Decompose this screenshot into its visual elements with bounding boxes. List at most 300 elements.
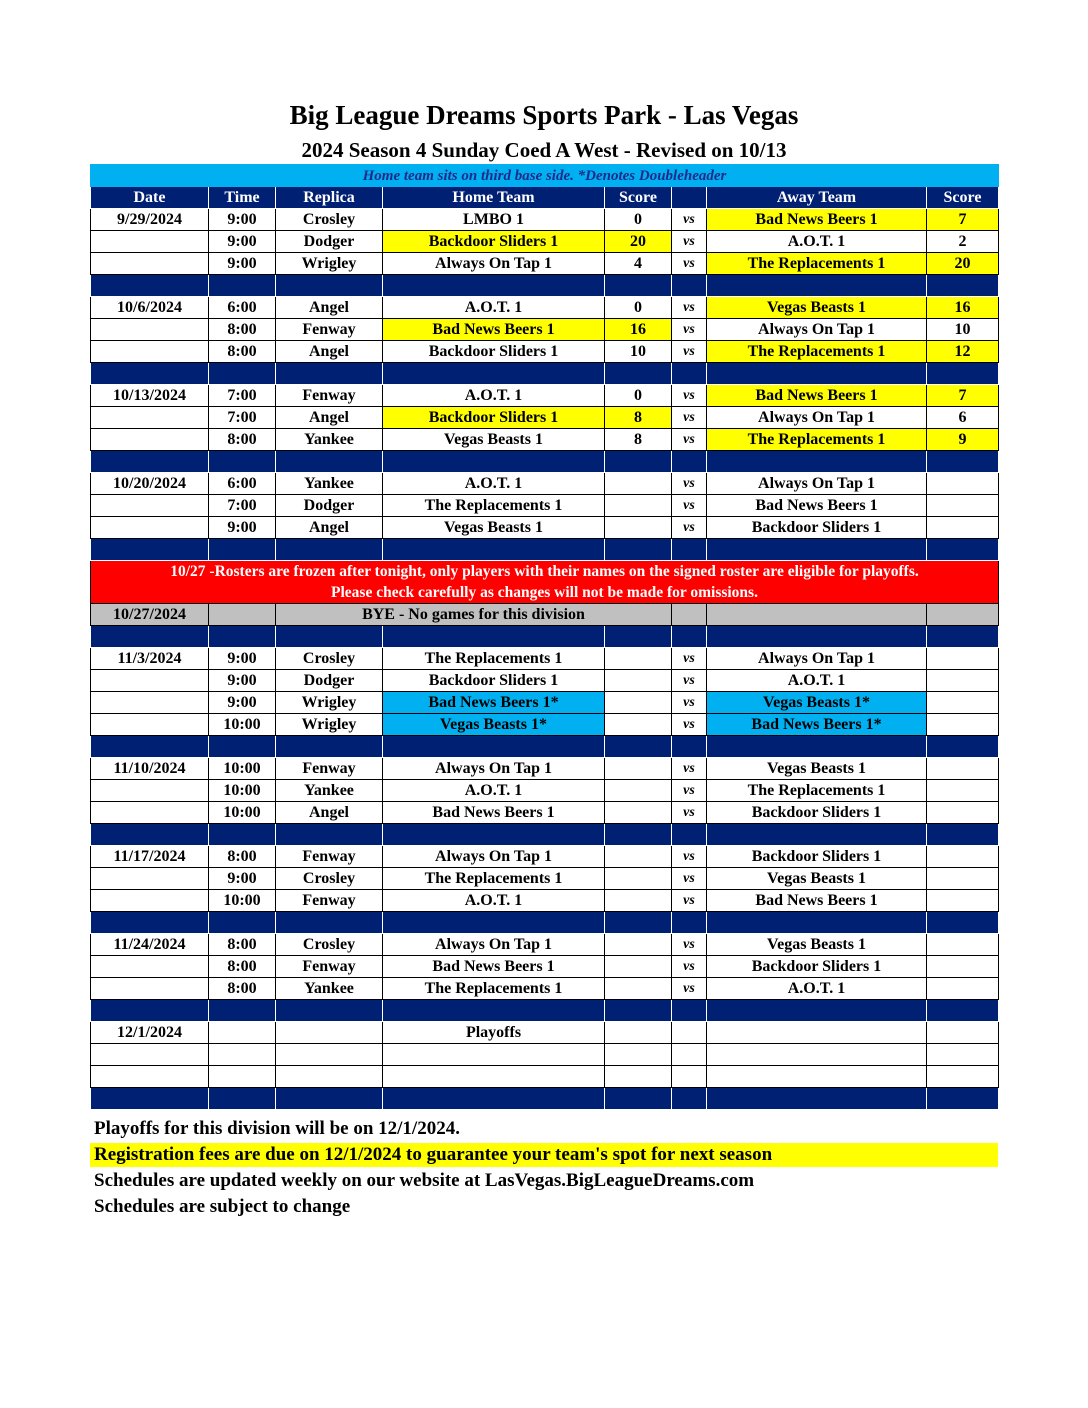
- week-separator-row: [91, 363, 999, 385]
- separator-cell: [672, 736, 707, 758]
- away-team-cell: Backdoor Sliders 1: [707, 517, 927, 539]
- away-team-cell: [707, 1044, 927, 1066]
- vs-cell: vs: [672, 495, 707, 517]
- separator-cell: [91, 539, 209, 561]
- separator-cell: [605, 736, 672, 758]
- week-separator-row: [91, 451, 999, 473]
- time-cell: 7:00: [209, 407, 276, 429]
- game-row: [91, 517, 999, 539]
- home-team-cell: A.O.T. 1: [383, 473, 605, 495]
- separator-cell: [383, 539, 605, 561]
- date-cell: 11/3/2024: [91, 648, 209, 670]
- vs-cell: vs: [672, 956, 707, 978]
- footer-playoffs-note: Playoffs for this division will be on 12/1/2024.: [94, 1118, 460, 1139]
- home-score-cell: 0: [605, 385, 672, 407]
- separator-cell: [209, 824, 276, 846]
- home-score-cell: [605, 978, 672, 1000]
- separator-cell: [91, 275, 209, 297]
- home-score-cell: 8: [605, 407, 672, 429]
- separator-cell: [927, 1000, 999, 1022]
- separator-cell: [707, 626, 927, 648]
- footer-website-note: Schedules are updated weekly on our website at LasVegas.BigLeagueDreams.com: [94, 1170, 755, 1191]
- home-score-cell: [605, 1022, 672, 1044]
- away-score-cell: [927, 846, 999, 868]
- vs-cell: vs: [672, 978, 707, 1000]
- home-team-cell: Always On Tap 1: [383, 253, 605, 275]
- date-cell: [91, 319, 209, 341]
- vs-cell: vs: [672, 517, 707, 539]
- separator-cell: [605, 275, 672, 297]
- date-cell: 11/17/2024: [91, 846, 209, 868]
- time-cell: 9:00: [209, 868, 276, 890]
- vs-cell: vs: [672, 253, 707, 275]
- game-row: [91, 934, 999, 956]
- away-score-cell: [927, 648, 999, 670]
- replica-cell: Angel: [276, 517, 383, 539]
- separator-cell: [91, 736, 209, 758]
- replica-cell: Angel: [276, 297, 383, 319]
- date-cell: [91, 517, 209, 539]
- home-score-cell: [605, 1066, 672, 1088]
- time-cell: 10:00: [209, 802, 276, 824]
- home-team-cell: The Replacements 1: [383, 495, 605, 517]
- separator-cell: [605, 363, 672, 385]
- home-team-cell: The Replacements 1: [383, 868, 605, 890]
- away-score-cell: [927, 604, 999, 626]
- away-score-cell: 6: [927, 407, 999, 429]
- week-separator-row: [91, 1000, 999, 1022]
- away-team-cell: The Replacements 1: [707, 780, 927, 802]
- away-team-cell: Vegas Beasts 1: [707, 934, 927, 956]
- time-cell: 9:00: [209, 692, 276, 714]
- separator-cell: [383, 1088, 605, 1110]
- home-score-cell: [605, 495, 672, 517]
- date-cell: [91, 868, 209, 890]
- replica-cell: Fenway: [276, 956, 383, 978]
- home-team-cell: A.O.T. 1: [383, 890, 605, 912]
- replica-cell: Angel: [276, 802, 383, 824]
- replica-cell: Angel: [276, 407, 383, 429]
- separator-cell: [672, 1088, 707, 1110]
- separator-cell: [672, 539, 707, 561]
- home-score-cell: 10: [605, 341, 672, 363]
- vs-cell: vs: [672, 934, 707, 956]
- replica-cell: [276, 1066, 383, 1088]
- vs-cell: [672, 1066, 707, 1088]
- separator-cell: [672, 824, 707, 846]
- away-team-cell: The Replacements 1: [707, 429, 927, 451]
- away-team-cell: Always On Tap 1: [707, 407, 927, 429]
- separator-cell: [707, 912, 927, 934]
- table-row: [91, 1066, 999, 1088]
- game-row: [91, 341, 999, 363]
- away-team-cell: A.O.T. 1: [707, 231, 927, 253]
- game-row: [91, 648, 999, 670]
- legend-note: Home team sits on third base side. *Denotes Doubleheader: [91, 165, 999, 187]
- date-cell: 9/29/2024: [91, 209, 209, 231]
- away-score-cell: [927, 517, 999, 539]
- separator-cell: [707, 1000, 927, 1022]
- date-cell: 10/20/2024: [91, 473, 209, 495]
- game-row: [91, 758, 999, 780]
- separator-cell: [383, 736, 605, 758]
- home-score-cell: [605, 956, 672, 978]
- separator-cell: [276, 824, 383, 846]
- away-score-cell: [927, 868, 999, 890]
- date-cell: 11/24/2024: [91, 934, 209, 956]
- home-team-cell: Always On Tap 1: [383, 934, 605, 956]
- separator-cell: [276, 1088, 383, 1110]
- time-header: Time: [209, 187, 276, 209]
- separator-cell: [383, 824, 605, 846]
- date-cell: [91, 429, 209, 451]
- separator-cell: [707, 363, 927, 385]
- separator-cell: [672, 1000, 707, 1022]
- away-score-cell: [927, 670, 999, 692]
- date-cell: [91, 341, 209, 363]
- separator-cell: [672, 363, 707, 385]
- replica-cell: [276, 1022, 383, 1044]
- time-cell: 8:00: [209, 978, 276, 1000]
- game-row: [91, 385, 999, 407]
- separator-cell: [209, 363, 276, 385]
- separator-cell: [209, 539, 276, 561]
- home-score-cell: [605, 780, 672, 802]
- time-cell: 10:00: [209, 890, 276, 912]
- separator-cell: [672, 626, 707, 648]
- home-score-cell: 20: [605, 231, 672, 253]
- home-score-header: Score: [605, 187, 672, 209]
- game-row: [91, 890, 999, 912]
- date-header: Date: [91, 187, 209, 209]
- time-cell: 9:00: [209, 648, 276, 670]
- game-row: [91, 473, 999, 495]
- away-score-cell: [927, 758, 999, 780]
- game-row: [91, 209, 999, 231]
- separator-cell: [707, 539, 927, 561]
- vs-cell: vs: [672, 341, 707, 363]
- home-team-cell: Backdoor Sliders 1: [383, 407, 605, 429]
- game-row: [91, 802, 999, 824]
- home-team-cell: Backdoor Sliders 1: [383, 670, 605, 692]
- replica-cell: Crosley: [276, 648, 383, 670]
- home-team-cell: Vegas Beasts 1: [383, 517, 605, 539]
- separator-cell: [605, 626, 672, 648]
- separator-cell: [707, 736, 927, 758]
- separator-cell: [209, 1000, 276, 1022]
- vs-cell: vs: [672, 385, 707, 407]
- separator-cell: [707, 824, 927, 846]
- table-row: [91, 1022, 999, 1044]
- separator-cell: [383, 1000, 605, 1022]
- away-score-header: Score: [927, 187, 999, 209]
- separator-cell: [276, 626, 383, 648]
- away-score-cell: [927, 780, 999, 802]
- separator-cell: [383, 451, 605, 473]
- time-cell: 8:00: [209, 429, 276, 451]
- away-score-cell: 20: [927, 253, 999, 275]
- away-score-cell: [927, 956, 999, 978]
- separator-cell: [672, 275, 707, 297]
- replica-cell: Yankee: [276, 429, 383, 451]
- game-row: [91, 670, 999, 692]
- home-team-cell: Bad News Beers 1: [383, 319, 605, 341]
- date-cell: [91, 407, 209, 429]
- vs-cell: vs: [672, 231, 707, 253]
- week-separator-row: [91, 912, 999, 934]
- away-team-cell: Backdoor Sliders 1: [707, 802, 927, 824]
- separator-cell: [91, 363, 209, 385]
- away-team-cell: Backdoor Sliders 1: [707, 956, 927, 978]
- away-score-cell: [927, 495, 999, 517]
- away-team-cell: [707, 1066, 927, 1088]
- separator-cell: [927, 275, 999, 297]
- away-team-cell: Bad News Beers 1: [707, 890, 927, 912]
- date-cell: [91, 978, 209, 1000]
- home-team-cell: Always On Tap 1: [383, 846, 605, 868]
- away-score-cell: 16: [927, 297, 999, 319]
- date-cell: [91, 890, 209, 912]
- home-team-cell: Always On Tap 1: [383, 758, 605, 780]
- vs-cell: vs: [672, 780, 707, 802]
- separator-cell: [91, 451, 209, 473]
- replica-cell: Crosley: [276, 934, 383, 956]
- roster-alert-line: 10/27 -Rosters are frozen after tonight, only players with their names on the signed roster are eligible for playoffs.: [170, 563, 919, 580]
- away-score-cell: 7: [927, 209, 999, 231]
- separator-cell: [707, 451, 927, 473]
- separator-cell: [927, 824, 999, 846]
- replica-cell: Wrigley: [276, 714, 383, 736]
- date-cell: [91, 692, 209, 714]
- week-separator-row: [91, 539, 999, 561]
- time-cell: [209, 1066, 276, 1088]
- home-score-cell: 4: [605, 253, 672, 275]
- away-team-cell: Vegas Beasts 1: [707, 758, 927, 780]
- away-score-cell: 7: [927, 385, 999, 407]
- replica-cell: Fenway: [276, 890, 383, 912]
- home-team-cell: A.O.T. 1: [383, 385, 605, 407]
- vs-cell: vs: [672, 429, 707, 451]
- separator-cell: [707, 275, 927, 297]
- separator-cell: [91, 1000, 209, 1022]
- home-score-cell: [605, 934, 672, 956]
- separator-cell: [927, 539, 999, 561]
- time-cell: 6:00: [209, 297, 276, 319]
- away-score-cell: 2: [927, 231, 999, 253]
- separator-cell: [707, 1088, 927, 1110]
- home-score-cell: [605, 714, 672, 736]
- game-row: [91, 692, 999, 714]
- schedule-table: [90, 164, 999, 1110]
- page-title: Big League Dreams Sports Park - Las Vegas: [289, 100, 799, 130]
- separator-cell: [209, 736, 276, 758]
- separator-cell: [672, 451, 707, 473]
- home-score-cell: [605, 1044, 672, 1066]
- home-team-cell: [383, 1044, 605, 1066]
- away-team-cell: [707, 604, 927, 626]
- away-score-cell: 12: [927, 341, 999, 363]
- replica-cell: Yankee: [276, 978, 383, 1000]
- game-row: [91, 780, 999, 802]
- separator-cell: [209, 912, 276, 934]
- time-cell: [209, 1044, 276, 1066]
- home-score-cell: [605, 648, 672, 670]
- time-cell: [209, 1022, 276, 1044]
- separator-cell: [209, 626, 276, 648]
- replica-cell: Angel: [276, 341, 383, 363]
- away-team-cell: Backdoor Sliders 1: [707, 846, 927, 868]
- home-team-cell: A.O.T. 1: [383, 780, 605, 802]
- week-separator-row: [91, 824, 999, 846]
- bye-text: BYE - No games for this division: [276, 604, 672, 626]
- table-header-row: [91, 187, 999, 209]
- separator-cell: [927, 626, 999, 648]
- home-score-cell: [605, 890, 672, 912]
- date-cell: [91, 253, 209, 275]
- vs-header: [672, 187, 707, 209]
- away-score-cell: [927, 978, 999, 1000]
- replica-cell: Dodger: [276, 670, 383, 692]
- footer-registration-note: Registration fees are due on 12/1/2024 to guarantee your team's spot for next season: [90, 1143, 998, 1167]
- away-score-cell: [927, 1022, 999, 1044]
- separator-cell: [276, 912, 383, 934]
- vs-cell: vs: [672, 846, 707, 868]
- home-team-cell: The Replacements 1: [383, 978, 605, 1000]
- home-team-cell: Backdoor Sliders 1: [383, 231, 605, 253]
- legend-note-row: [91, 165, 999, 187]
- vs-cell: vs: [672, 890, 707, 912]
- game-row: [91, 253, 999, 275]
- footer-change-note: Schedules are subject to change: [94, 1196, 351, 1217]
- separator-cell: [276, 1000, 383, 1022]
- roster-alert-line: Please check carefully as changes will not be made for omissions.: [331, 584, 758, 601]
- home-team-cell: Vegas Beasts 1: [383, 429, 605, 451]
- away-score-cell: 9: [927, 429, 999, 451]
- vs-cell: vs: [672, 648, 707, 670]
- home-score-cell: [605, 802, 672, 824]
- time-cell: 9:00: [209, 670, 276, 692]
- game-row: [91, 231, 999, 253]
- time-cell: 9:00: [209, 231, 276, 253]
- time-cell: 6:00: [209, 473, 276, 495]
- home-team-cell: Bad News Beers 1: [383, 956, 605, 978]
- away-team-cell: A.O.T. 1: [707, 670, 927, 692]
- week-separator-row: [91, 1088, 999, 1110]
- replica-cell: Fenway: [276, 319, 383, 341]
- separator-cell: [927, 451, 999, 473]
- roster-alert-row: [91, 561, 999, 604]
- time-cell: 7:00: [209, 385, 276, 407]
- separator-cell: [605, 824, 672, 846]
- home-team-cell: LMBO 1: [383, 209, 605, 231]
- replica-cell: Dodger: [276, 495, 383, 517]
- game-row: [91, 297, 999, 319]
- separator-cell: [276, 539, 383, 561]
- replica-cell: Wrigley: [276, 692, 383, 714]
- away-team-cell: Always On Tap 1: [707, 648, 927, 670]
- time-cell: 9:00: [209, 209, 276, 231]
- date-cell: [91, 780, 209, 802]
- home-score-cell: [605, 868, 672, 890]
- away-team-cell: Bad News Beers 1: [707, 385, 927, 407]
- away-team-cell: The Replacements 1: [707, 341, 927, 363]
- game-row: [91, 407, 999, 429]
- vs-cell: vs: [672, 473, 707, 495]
- separator-cell: [383, 912, 605, 934]
- date-cell: [91, 956, 209, 978]
- time-cell: 7:00: [209, 495, 276, 517]
- separator-cell: [605, 1000, 672, 1022]
- separator-cell: [383, 626, 605, 648]
- replica-cell: Dodger: [276, 231, 383, 253]
- away-team-cell: [707, 1022, 927, 1044]
- vs-cell: vs: [672, 692, 707, 714]
- week-separator-row: [91, 736, 999, 758]
- separator-cell: [91, 626, 209, 648]
- separator-cell: [383, 275, 605, 297]
- date-cell: 12/1/2024: [91, 1022, 209, 1044]
- home-score-cell: [605, 670, 672, 692]
- home-score-cell: [605, 758, 672, 780]
- away-team-cell: Vegas Beasts 1*: [707, 692, 927, 714]
- home-team-cell: A.O.T. 1: [383, 297, 605, 319]
- separator-cell: [927, 912, 999, 934]
- time-cell: 8:00: [209, 341, 276, 363]
- home-team-cell: Backdoor Sliders 1: [383, 341, 605, 363]
- vs-cell: vs: [672, 319, 707, 341]
- game-row: [91, 868, 999, 890]
- game-row: [91, 846, 999, 868]
- away-team-cell: Always On Tap 1: [707, 473, 927, 495]
- game-row: [91, 714, 999, 736]
- separator-cell: [91, 1088, 209, 1110]
- replica-cell: Yankee: [276, 473, 383, 495]
- away-team-cell: Bad News Beers 1: [707, 495, 927, 517]
- away-score-cell: 10: [927, 319, 999, 341]
- date-cell: [91, 1044, 209, 1066]
- vs-cell: vs: [672, 407, 707, 429]
- separator-cell: [209, 451, 276, 473]
- home-team-header: Home Team: [383, 187, 605, 209]
- vs-cell: vs: [672, 714, 707, 736]
- table-row: [91, 1044, 999, 1066]
- date-cell: 10/6/2024: [91, 297, 209, 319]
- date-cell: [91, 231, 209, 253]
- separator-cell: [927, 1088, 999, 1110]
- vs-cell: [672, 604, 707, 626]
- replica-cell: [276, 1044, 383, 1066]
- separator-cell: [927, 363, 999, 385]
- vs-cell: vs: [672, 868, 707, 890]
- away-team-cell: Vegas Beasts 1: [707, 868, 927, 890]
- game-row: [91, 495, 999, 517]
- separator-cell: [91, 824, 209, 846]
- game-row: [91, 978, 999, 1000]
- replica-cell: Wrigley: [276, 253, 383, 275]
- home-score-cell: 8: [605, 429, 672, 451]
- time-cell: 10:00: [209, 714, 276, 736]
- time-cell: 8:00: [209, 846, 276, 868]
- home-score-cell: 0: [605, 297, 672, 319]
- vs-cell: [672, 1044, 707, 1066]
- vs-cell: vs: [672, 802, 707, 824]
- away-score-cell: [927, 1044, 999, 1066]
- home-team-cell: Bad News Beers 1: [383, 802, 605, 824]
- time-cell: 8:00: [209, 934, 276, 956]
- home-score-cell: [605, 846, 672, 868]
- away-team-cell: Bad News Beers 1*: [707, 714, 927, 736]
- time-cell: 8:00: [209, 319, 276, 341]
